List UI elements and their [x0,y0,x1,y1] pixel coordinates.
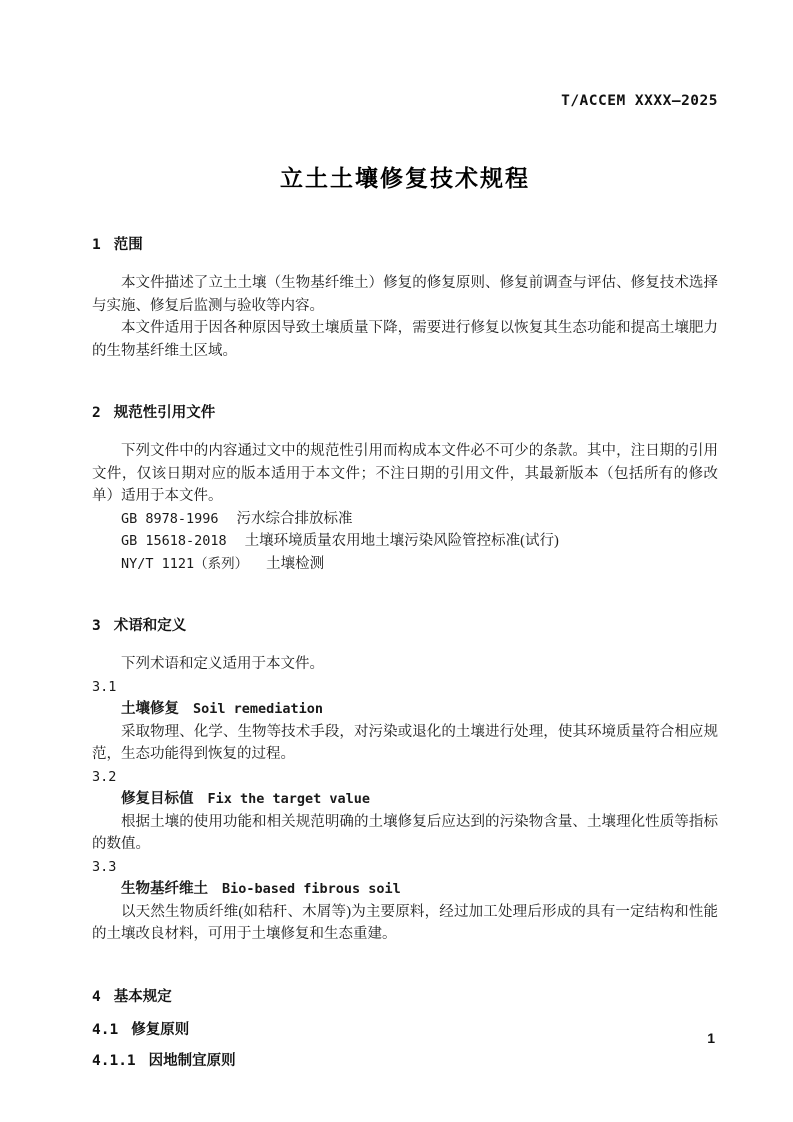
term-name-chinese: 土壤修复 [121,701,179,717]
page-number: 1 [707,1030,715,1046]
term-number: 3.3 [92,858,117,875]
term-name-chinese: 修复目标值 [121,791,194,807]
section-4-1-1-heading [92,1051,718,1071]
section-1-title: 范围 [113,237,143,253]
term-name-english: Fix the target value [207,791,371,807]
section-3-number: 3 [92,618,101,634]
term-name [92,698,718,721]
section-3-intro: 下列术语和定义适用于本文件。 [121,656,324,672]
section-1-paragraph-2: 本文件适用于因各种原因导致土壤质量下降，需要进行修复以恢复其生态功能和提高土壤肥力的生物基纤维土区域。 [92,320,718,359]
term-name [92,788,718,811]
term-number: 3.2 [92,768,117,785]
section-1-paragraph-1: 本文件描述了立土土壤（生物基纤维土）修复的修复原则、修复前调查与评估、修复技术选择与实施、修复后监测与验收等内容。 [92,275,718,314]
reference-name: 污水综合排放标准 [236,510,353,527]
term-entry [92,766,718,856]
term-name [92,878,718,901]
section-1-number: 1 [92,237,101,253]
section-2-heading [92,403,718,423]
term-definition: 以天然生物质纤维(如秸秆、木屑等)为主要原料，经过加工处理后形成的具有一定结构和性能的土壤改良材料，可用于土壤修复和生态重建。 [92,903,718,942]
section-1-heading [92,235,718,255]
section-3-title: 术语和定义 [113,618,187,634]
section-3-heading [92,616,718,636]
reference-item [92,508,718,531]
term-definition: 采取物理、化学、生物等技术手段，对污染或退化的土壤进行处理，使其环境质量符合相应规范，生态功能得到恢复的过程。 [92,723,718,762]
term-name-english: Bio-based fibrous soil [222,881,401,897]
section-4-number: 4 [92,988,101,1005]
term-entry [92,856,718,946]
section-4-heading [92,987,718,1007]
reference-item [92,530,718,553]
section-4-1-number: 4.1 [92,1021,119,1038]
section-2-number: 2 [92,405,101,421]
section-2-paragraph-1: 下列文件中的内容通过文中的规范性引用而构成本文件必不可少的条款。其中，注日期的引用文件，仅该日期对应的版本适用于本文件；不注日期的引用文件，其最新版本（包括所有的修改单）适用于本文件。 [92,443,718,504]
section-2-title: 规范性引用文件 [113,405,216,421]
document-title: 立土土壤修复技术规程 [280,165,530,191]
standard-number: T/ACCEM XXXX—2025 [561,93,718,109]
term-number: 3.1 [92,678,117,695]
section-4-1-title: 修复原则 [131,1021,190,1038]
reference-code: NY/T 1121（系列） [121,555,249,572]
term-name-chinese: 生物基纤维土 [121,881,208,897]
reference-code: GB 8978-1996 [121,510,219,527]
section-4-title: 基本规定 [113,988,172,1005]
reference-item [92,553,718,576]
section-4-1-1-title: 因地制宜原则 [148,1052,236,1069]
reference-code: GB 15618-2018 [121,533,227,549]
section-4-1-heading [92,1020,718,1040]
term-entry [92,676,718,766]
term-name-english: Soil remediation [193,701,324,717]
reference-name: 土壤环境质量农用地土壤污染风险管控标准(试行) [244,533,559,549]
section-4-1-1-number: 4.1.1 [92,1052,136,1069]
reference-name: 土壤检测 [266,555,325,572]
term-definition: 根据土壤的使用功能和相关规范明确的土壤修复后应达到的污染物含量、土壤理化性质等指标的数值。 [92,813,718,852]
